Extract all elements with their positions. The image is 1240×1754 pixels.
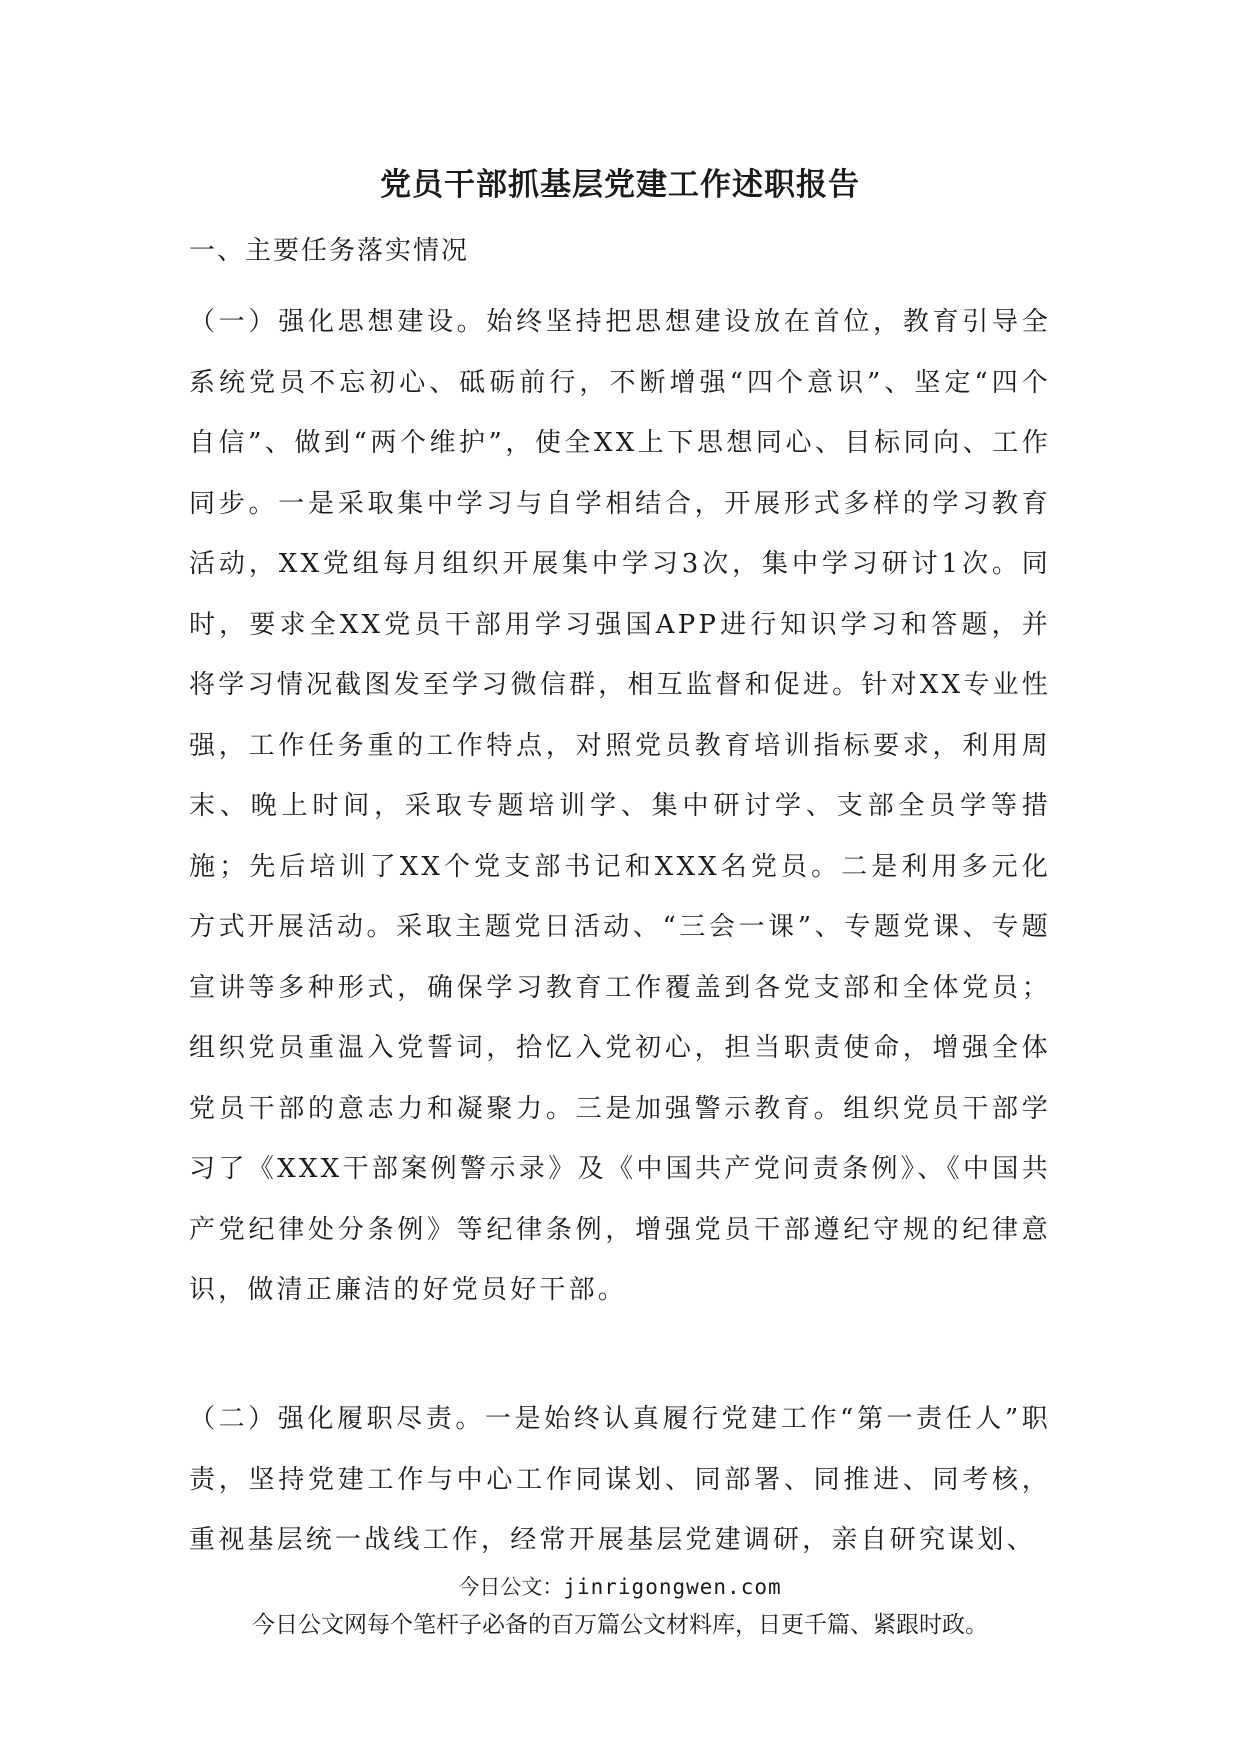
document-title: 党员干部抓基层党建工作述职报告 <box>380 167 860 203</box>
footer-site-label: 今日公文： <box>458 1575 564 1599</box>
footer-site-url: jinrigongwen.com <box>563 1575 782 1599</box>
footer-site-line <box>0 1572 1240 1602</box>
footer-slogan: 今日公文网每个笔杆子必备的百万篇公文材料库，日更千篇、紧跟时政。 <box>252 1612 988 1638</box>
body-paragraph-1: （一）强化思想建设。始终坚持把思想建设放在首位，教育引导全系统党员不忘初心、砥砺前行，不断增强“四个意识”、坚定“四个自信”、做到“两个维护”，使全XX上下思想同心、目标同向、工作同步。一是采取集中学习与自学相结合，开展形式多样的学习教育活动，XX党组每月组织开展集中学习3次，集中学习研讨1次。同时，要求全XX党员干部用学习强国APP进行知识学习和答题，并将学习情况截图发至学习微信群，相互监督和促进。针对XX专业性强，工作任务重的工作特点，对照党员教育培训指标要求，利用周末、晚上时间，采取专题培训学、集中研讨学、支部全员学等措施；先后培训了XX个党支部书记和XXX名党员。二是利用多元化方式开展活动。采取主题党日活动、“三会一课”、专题党课、专题宣讲等多种形式，确保学习教育工作覆盖到各党支部和全体党员；组织党员重温入党誓词，拾忆入党初心，担当职责使命，增强全体党员干部的意志力和凝聚力。三是加强警示教育。组织党员干部学习了《XXX干部案例警示录》及《中国共产党问责条例》、《中国共产党纪律处分条例》等纪律条例，增强党员干部遵纪守规的纪律意识，做清正廉洁的好党员好干部。 <box>189 307 1051 1305</box>
body-paragraph-2: （二）强化履职尽责。一是始终认真履行党建工作“第一责任人”职责，坚持党建工作与中心工作同谋划、同部署、同推进、同考核，重视基层统一战线工作，经常开展基层党建调研，亲自研究谋划、 <box>189 1404 1051 1555</box>
section-heading: 一、主要任务落实情况 <box>189 236 470 266</box>
